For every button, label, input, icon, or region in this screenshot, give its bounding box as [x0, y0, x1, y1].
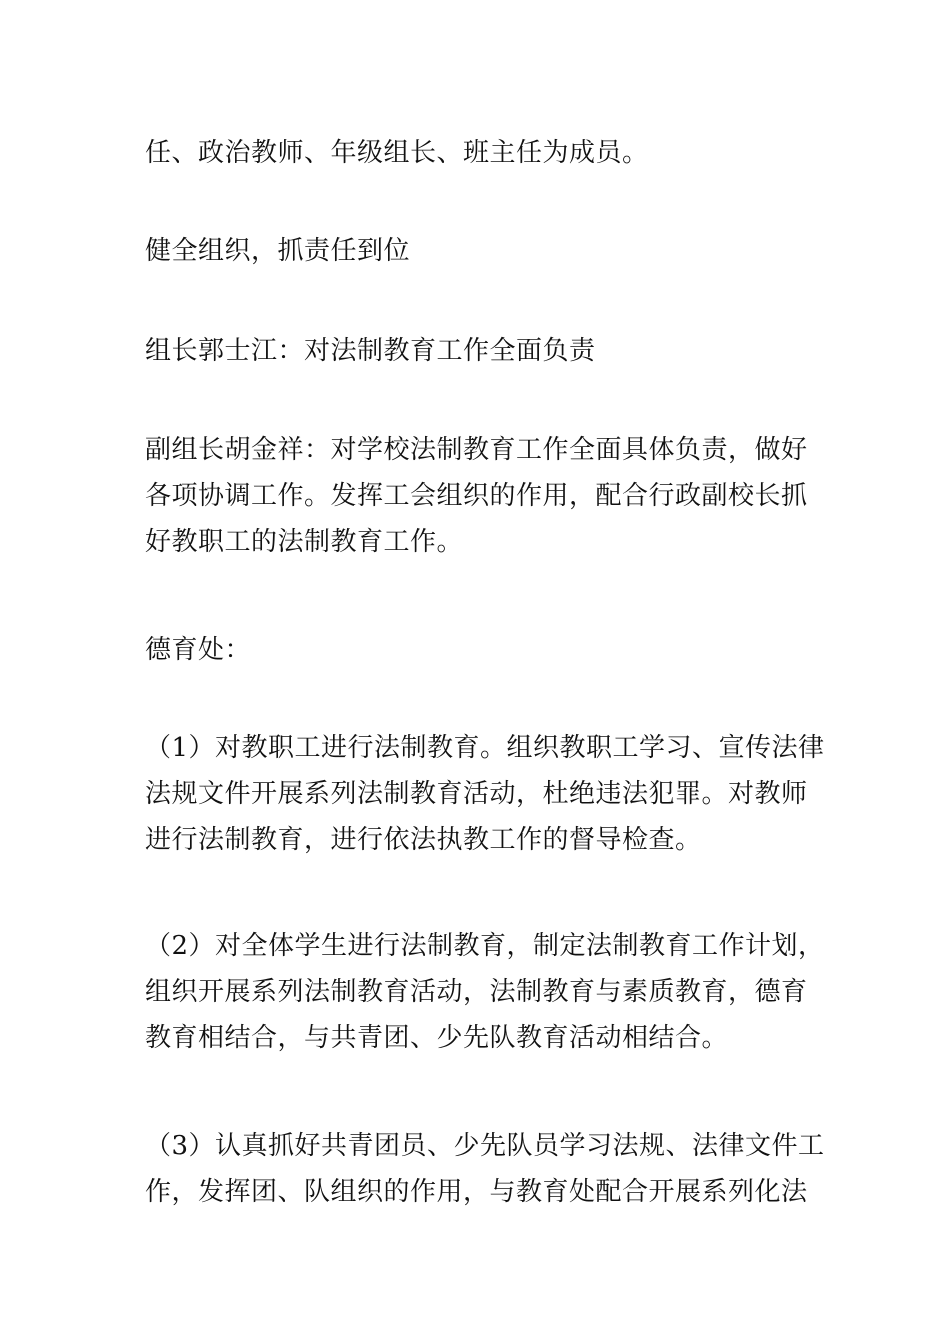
paragraph-group-leader [145, 328, 810, 374]
paragraph-moral-education-office [145, 627, 810, 673]
paragraph-deputy-leader [145, 427, 810, 565]
paragraph-members [145, 130, 810, 176]
text-line: （1）对教职工进行法制教育。组织教职工学习、宣传法律 [145, 733, 825, 763]
text-line: 教育相结合，与共青团、少先队教育活动相结合。 [145, 1023, 729, 1053]
paragraph-item-3 [145, 1123, 825, 1215]
text-line: 好教职工的法制教育工作。 [145, 527, 464, 557]
text-line: （2）对全体学生进行法制教育，制定法制教育工作计划， [145, 931, 825, 961]
paragraph-heading-organization [145, 228, 810, 274]
text-line: （3）认真抓好共青团员、少先队员学习法规、法律文件工 [145, 1131, 825, 1161]
paragraph-item-2 [145, 923, 825, 1061]
text-line: 健全组织，抓责任到位 [145, 236, 411, 266]
text-line: 组长郭士江：对法制教育工作全面负责 [145, 336, 596, 366]
text-line: 作，发挥团、队组织的作用，与教育处配合开展系列化法 [145, 1177, 808, 1207]
text-line: 任、政治教师、年级组长、班主任为成员。 [145, 138, 649, 168]
text-line: 组织开展系列法制教育活动，法制教育与素质教育，德育 [145, 977, 808, 1007]
text-line: 进行法制教育，进行依法执教工作的督导检查。 [145, 825, 702, 855]
text-line: 法规文件开展系列法制教育活动，杜绝违法犯罪。对教师 [145, 779, 808, 809]
text-line: 德育处： [145, 635, 252, 665]
text-line: 副组长胡金祥：对学校法制教育工作全面具体负责，做好 [145, 435, 808, 465]
paragraph-item-1 [145, 725, 825, 863]
text-line: 各项协调工作。发挥工会组织的作用，配合行政副校长抓 [145, 481, 808, 511]
